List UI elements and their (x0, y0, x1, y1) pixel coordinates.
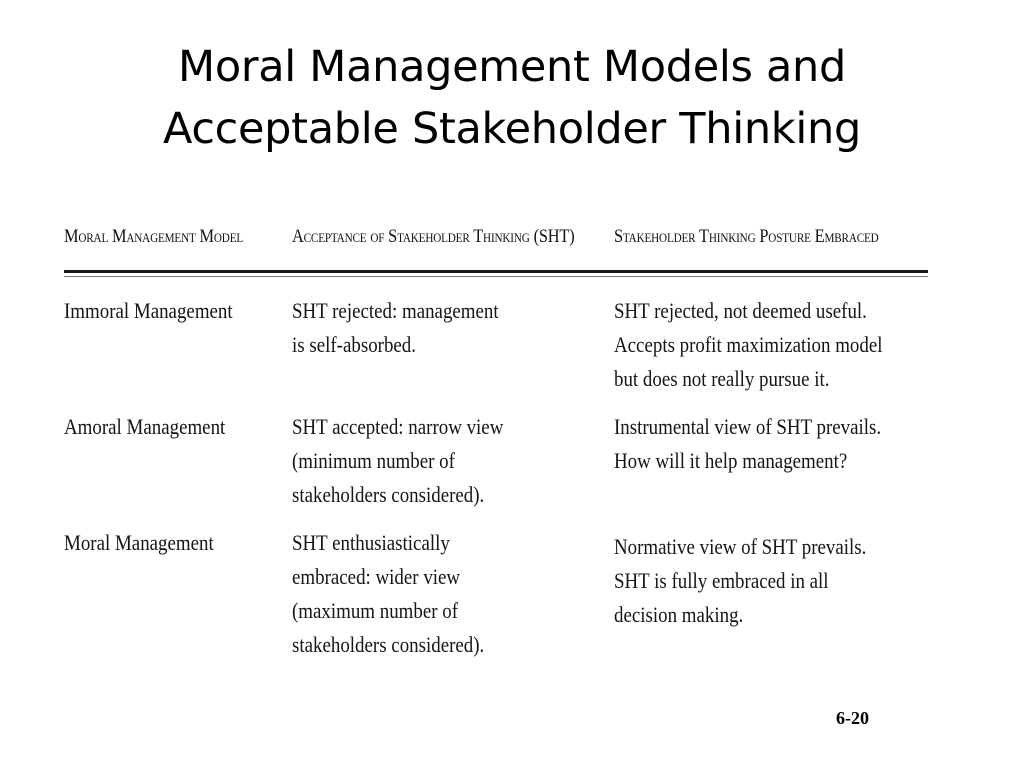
cell-line: SHT accepted: narrow view (292, 414, 504, 439)
slide-title-line-2: Acceptable Stakeholder Thinking (162, 104, 862, 154)
cell-model (64, 526, 214, 560)
header-stakeholder-thinking-posture: Stakeholder Thinking Posture Embraced (614, 226, 879, 247)
cell-posture (614, 294, 882, 396)
cell-line: How will it help management? (614, 448, 848, 473)
cell-line: is self-absorbed. (292, 332, 417, 357)
cell-line: SHT rejected: management (292, 298, 499, 323)
cell-line: Accepts profit maximization model (614, 332, 883, 357)
cell-line: stakeholders considered). (292, 482, 485, 507)
moral-management-table (62, 218, 932, 668)
cell-line: Immoral Management (64, 298, 233, 323)
cell-acceptance (292, 410, 503, 512)
cell-model (64, 410, 225, 444)
cell-line: Amoral Management (64, 414, 226, 439)
cell-line: SHT is fully embraced in all (614, 568, 829, 593)
cell-posture (614, 530, 866, 632)
cell-model (64, 294, 233, 328)
table-header-row (62, 218, 932, 262)
cell-line: SHT enthusiastically (292, 530, 450, 555)
cell-line: (maximum number of (292, 598, 459, 623)
cell-posture (614, 410, 881, 478)
cell-acceptance (292, 294, 499, 362)
cell-line: (minimum number of (292, 448, 455, 473)
cell-line: stakeholders considered). (292, 632, 485, 657)
cell-line: Moral Management (64, 530, 214, 555)
slide-title (0, 36, 1024, 160)
cell-line: SHT rejected, not deemed useful. (614, 298, 867, 323)
cell-line: decision making. (614, 602, 744, 627)
cell-line: embraced: wider view (292, 564, 461, 589)
cell-line: Normative view of SHT prevails. (614, 534, 867, 559)
cell-acceptance (292, 526, 484, 662)
cell-line: but does not really pursue it. (614, 366, 830, 391)
header-acceptance-of-sht: Acceptance of Stakeholder Thinking (SHT) (292, 226, 575, 247)
header-moral-management-model: Moral Management Model (64, 226, 244, 247)
header-rule-thin (64, 276, 928, 277)
header-rule (64, 270, 928, 273)
cell-line: Instrumental view of SHT prevails. (614, 414, 882, 439)
page-number: 6-20 (836, 708, 869, 728)
slide-title-line-1: Moral Management Models and (178, 42, 846, 92)
